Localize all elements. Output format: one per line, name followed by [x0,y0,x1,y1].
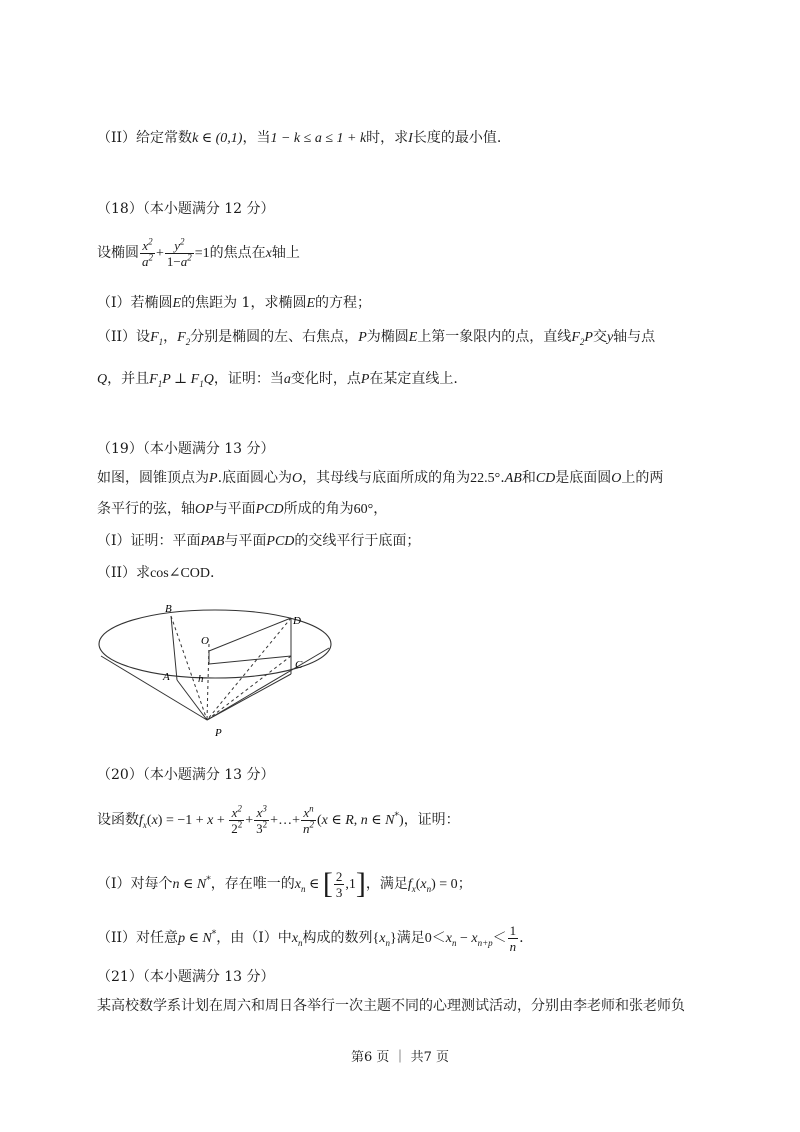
q18-header: （18）（本小题满分 12 分） [97,201,275,217]
generator-right [207,648,329,720]
q19-p2a: （II）求 [97,565,151,581]
q18-part2-line2 [97,368,703,391]
math-E: E [172,296,182,311]
q20-p2d: 满足 [396,930,425,946]
angle-60: 60° [353,502,374,517]
q19-p1c: 的交线平行于底面； [294,533,421,549]
math-P: P [360,372,370,387]
q19-l1f: 是底面圆 [555,470,612,486]
q18-p2-a: （II）设 [97,329,151,345]
math-O: O [611,471,622,486]
segment-OD [209,618,291,651]
q19-l1e: 和 [521,470,536,486]
math-CD: CD [535,471,556,486]
q20-p1c: ，满足 [365,876,408,892]
q17-part2-label: （II）给定常数 [97,130,193,146]
q18-part2-line1 [97,326,703,349]
math-PCD: PCD [255,502,284,517]
math-cos-COD: cos∠COD [150,566,211,581]
math-y: y [606,330,614,345]
q19-l1c: ，其母线与底面所成的角为 [302,470,471,486]
fraction-x2-a2: $\frac{x^2}{a^2}$ [142,236,153,269]
math-O: O [292,471,303,486]
math-F1: $F_1$ [150,330,164,347]
q18-intro-end: 轴上 [271,245,300,261]
q17-text: ，当 [242,130,271,146]
fraction-1-n: $\frac{1}{n}$ [509,922,517,954]
math-F1P-perp-F1Q: $F_1P$ ⊥ $F_1Q$ [149,372,214,389]
fraction-xn-n2: $\frac{x^n}{n^2}$ [302,803,314,836]
q20-intro-end: ，证明： [403,812,460,828]
label-A: A [163,671,170,683]
q20-p2c: 构成的数列 [302,930,373,946]
q17-text-2: 时，求 [366,130,409,146]
q18-p2-c: 分别是椭圆的左、右焦点， [190,329,359,345]
math-P: P [358,330,367,345]
label-P: P [215,727,222,739]
math-F2P: $F_2P$ [571,330,593,347]
generator-left [101,656,207,720]
q19-part2 [97,562,703,585]
math-AB: AB [504,471,522,486]
q19-l2b: 与平面 [213,501,256,517]
math-a: a [283,372,291,387]
q18-p2-b: ， [163,329,178,345]
q19-line2 [97,498,703,521]
q20-p1-end: ； [457,876,472,892]
q21-line1: 某高校数学系计划在周六和周日各举行一次主题不同的心理测试活动，分别由李老师和张老师负 [97,998,685,1014]
segment-PD [207,618,291,720]
q21-header: （21）（本小题满分 13 分） [97,969,275,985]
q19-l1d: . [500,470,505,486]
q20-intro: 设函数$f_x(x) = -1 + x$ + $\frac{x^2}{2^2}$ + $\frac{x^3}{3^2}$ +…+ $\frac{x^n}{n^2}$ (x ∈ R, n ∈ N*)，证明： [97,803,460,836]
q20-intro-pre: 设函数 [97,812,139,828]
q18-part1-b: 的焦距为 1，求椭圆 [181,295,307,311]
math-E: E [306,296,316,311]
q19-p1b: 与平面 [224,533,267,549]
q19-l2d: ， [373,501,388,517]
fraction-y2-1-a2: $\frac{y^2}{1-a^2}$ [166,236,192,269]
q19-p2-end: . [210,565,215,581]
q18-p2-g: 轴与点 [613,329,656,345]
q17-text-end: 长度的最小值. [412,130,502,146]
q17-condition-a: 1 − k ≤ a ≤ 1 + k [270,131,367,146]
q20-p1b: ，存在唯一的 [210,876,295,892]
q20-p1a: （I）对每个 [97,876,173,892]
q17-condition-k: k ∈ (0,1) [192,131,243,146]
label-D: D [293,615,301,627]
q18-intro: 设椭圆 $\frac{x^2}{a^2}$ + $\frac{y^2}{1-a^2}$ =1的焦点在x轴上 [97,236,300,269]
q20-p2-end: . [519,930,524,946]
segment-P-mid [207,656,291,720]
segment-OC [209,656,291,664]
math-Q: Q [97,372,108,387]
q18-p2-d: 为椭圆 [366,329,409,345]
math-P: P [209,471,218,486]
q19-p1a: （I）证明：平面 [97,533,201,549]
q20-part2: （II）对任意p ∈ N*，由（I）中$x_n$构成的数列$\{x_n\}$满足$0<x_n - x_{n+p}<$ $\frac{1}{n}$ . [97,922,524,954]
math-F2: $F_2$ [177,330,191,347]
cone-figure [97,596,337,746]
page-footer: 第6 页 ｜ 共7 页 [350,1050,450,1065]
q19-l1b: .底面圆心为 [217,470,293,486]
q18-part1-c: 的方程； [315,295,372,311]
q20-p2b: ，由（I）中 [216,930,292,946]
fraction-x2-22: $\frac{x^2}{2^2}$ [231,803,243,836]
q17-var-I: I [408,131,413,146]
q19-l2c: 所成的角为 [283,501,354,517]
fraction-2-3: $\frac{2}{3}$ [335,868,343,900]
q19-part1 [97,530,703,553]
q17-part2-line [97,127,703,150]
q18-p2-2a: ，并且 [107,371,150,387]
q19-line1 [97,467,703,490]
label-O: O [201,635,209,647]
q18-axis-x: x [265,246,272,261]
q18-part1 [97,292,703,315]
q20-p2a: （II）对任意 [97,930,179,946]
segment-PB [171,616,207,720]
chord-AB [171,616,177,680]
label-h: h [198,673,204,685]
q19-l1g: 上的两 [621,470,664,486]
q19-l1a: 如图，圆锥顶点为 [97,470,209,486]
label-C: C [295,659,303,671]
q19-l2a: 条平行的弦，轴 [97,501,195,517]
math-PCD: PCD [266,534,295,549]
math-PAB: PAB [200,534,225,549]
label-B: B [165,603,172,615]
segment-PA [177,680,207,720]
q18-intro-pre: 设椭圆 [97,245,139,261]
q20-part1: （I）对每个n ∈ N*，存在唯一的$x_n$ ∈ [ $\frac{2}{3}$ ,1]，满足$f_x(x_n) = 0$； [97,867,472,900]
fraction-x3-32: $\frac{x^3}{3^2}$ [256,803,268,836]
segment-PC [207,674,291,720]
q18-p2-e: 上第一象限内的点，直线 [417,329,572,345]
q19-header: （19）（本小题满分 13 分） [97,441,275,457]
q18-part1-a: （I）若椭圆 [97,295,173,311]
math-E: E [408,330,418,345]
q20-header: （20）（本小题满分 13 分） [97,767,275,783]
q18-p2-2c: 变化时，点 [290,371,361,387]
math-fn-x: $f_x$ [139,813,147,830]
q18-p2-f: 交 [592,329,607,345]
math-OP: OP [195,502,214,517]
q18-intro-post: 的焦点在 [209,245,266,261]
angle-22-5: 22.5° [470,471,501,486]
q18-p2-2d: 在某定直线上. [369,371,458,387]
q18-p2-2b: ，证明：当 [213,371,284,387]
